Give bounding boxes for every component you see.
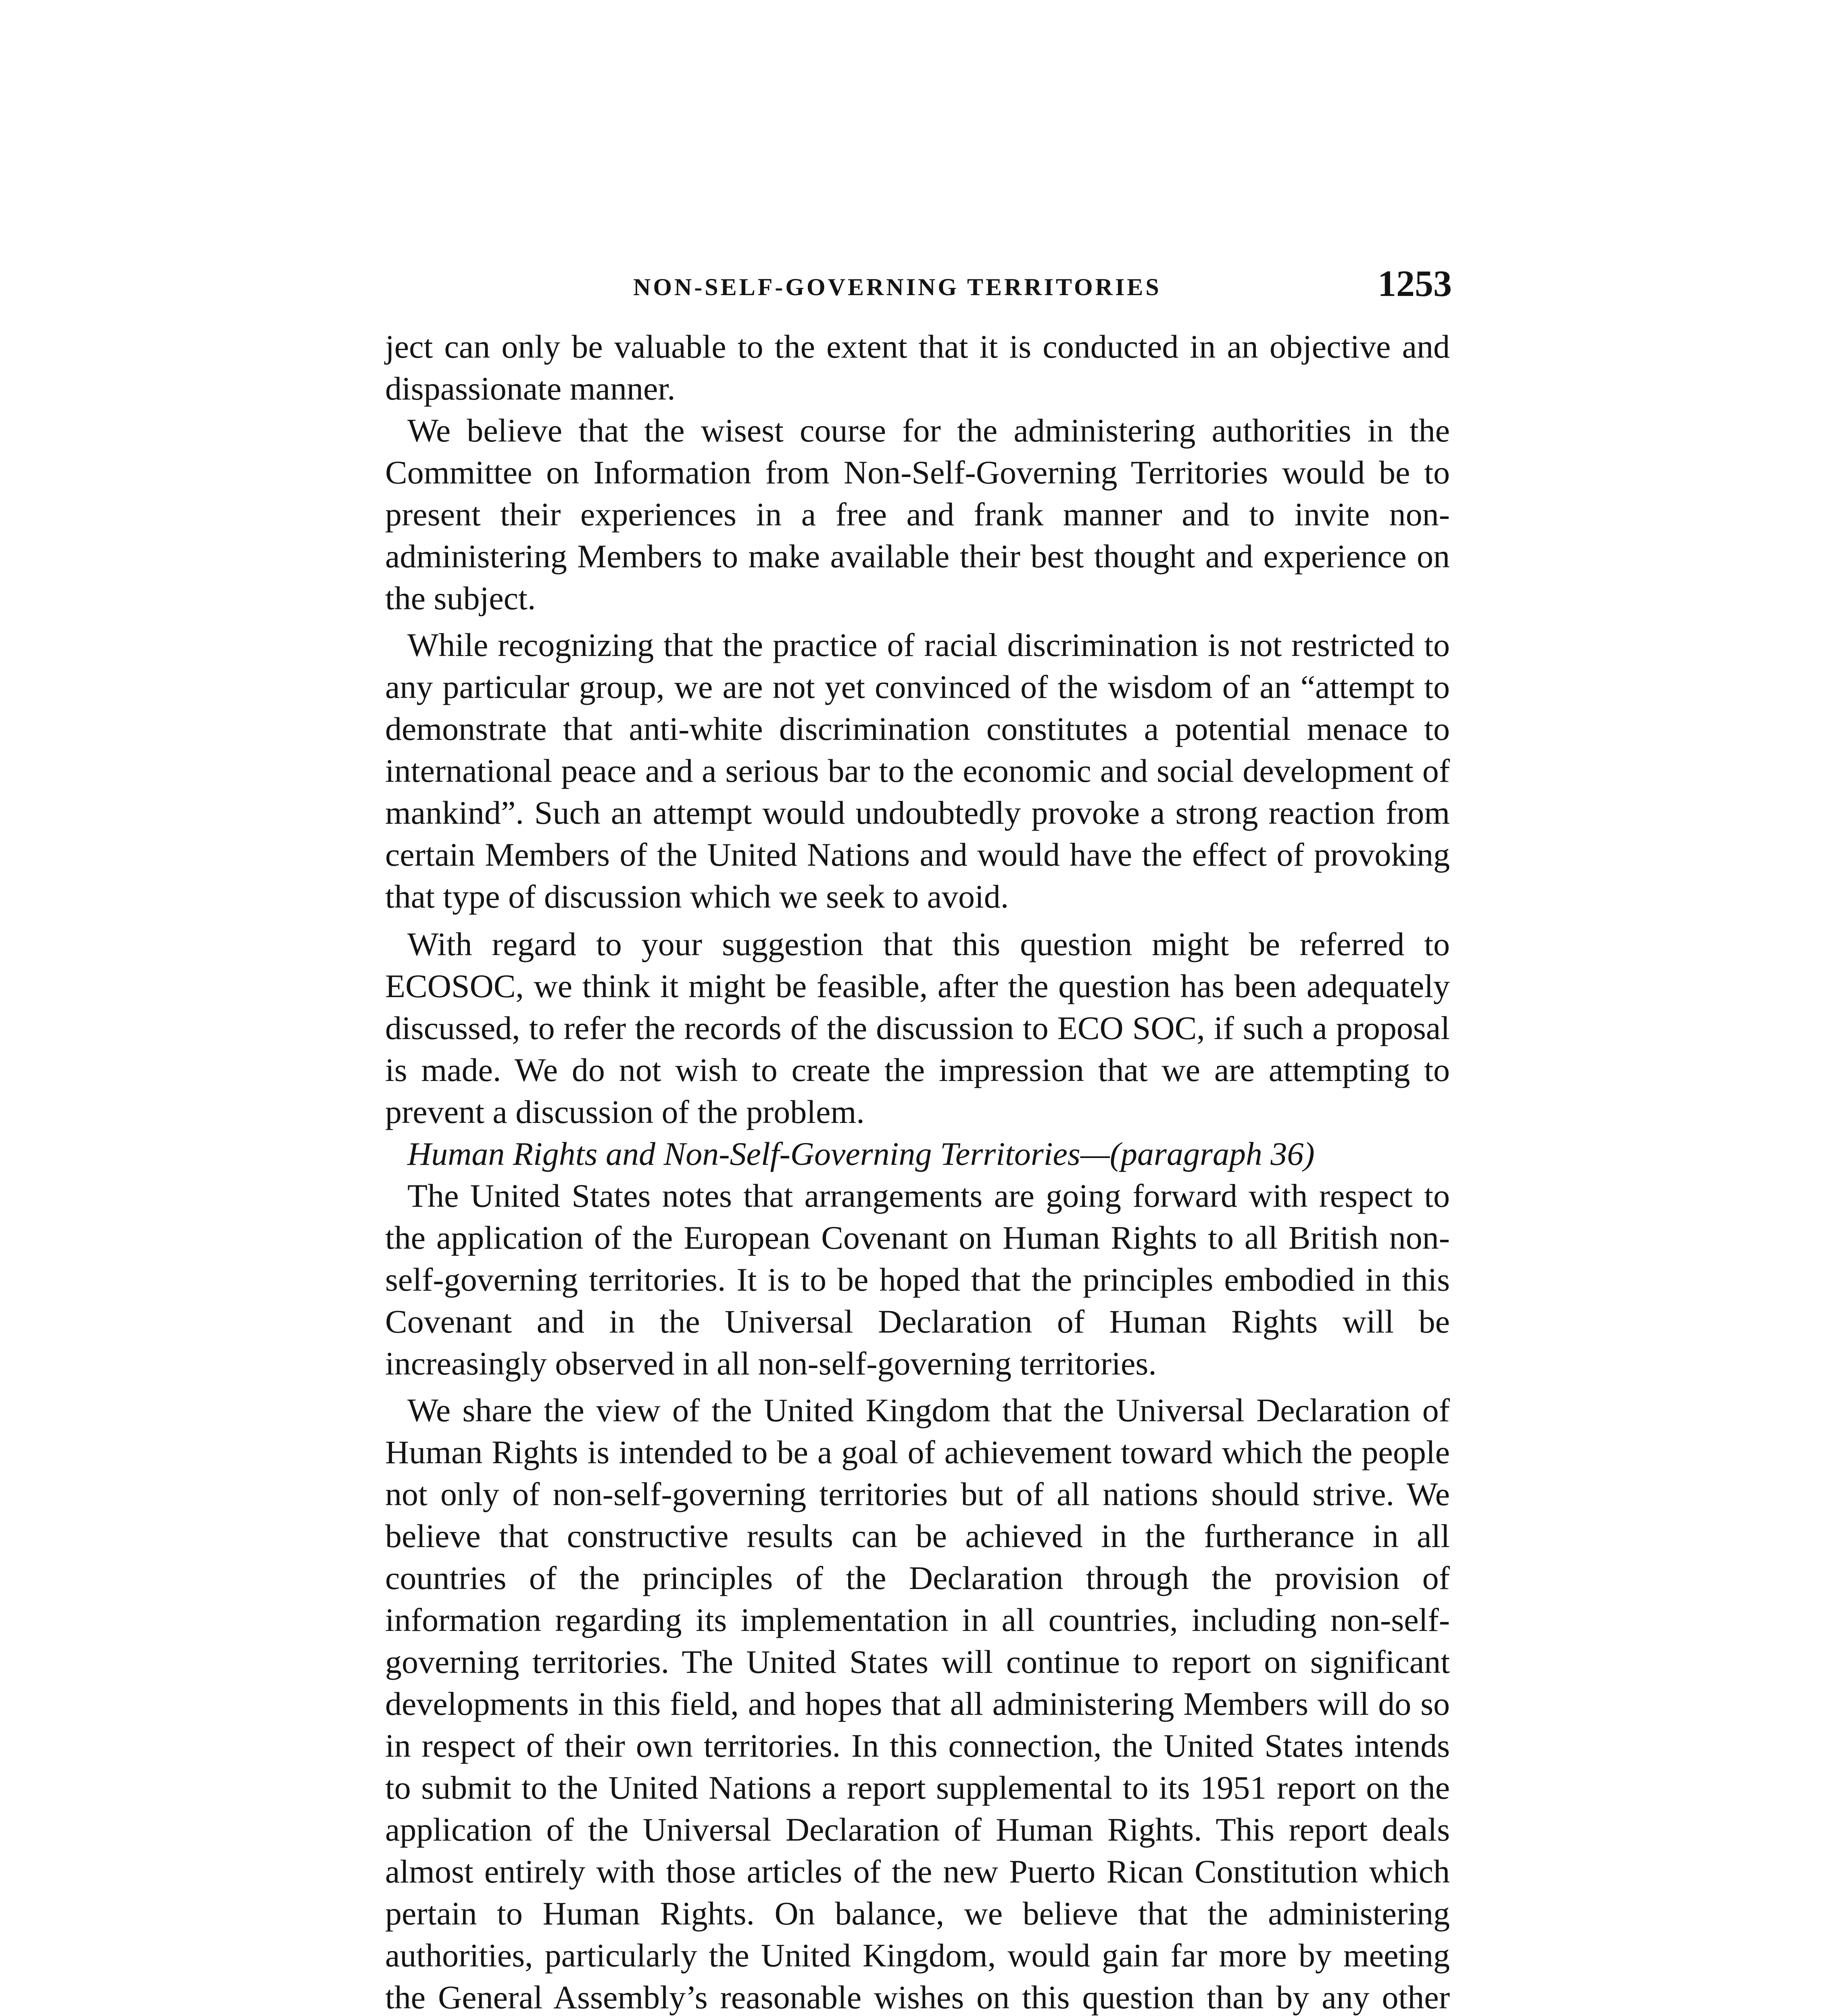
page-number: 1253 [1378, 263, 1452, 304]
paragraph-committee-information: We believe that the wisest course for the administering authorities in the Committee on Information from Non-Self-Governing Territories would be to present their experiences in a free and frank manner and to invite non-administering Members to make available their best thought and experience on the subject. [385, 412, 1450, 616]
running-head [383, 262, 1452, 314]
paragraph-universal-declaration: We share the view of the United Kingdom that the Universal Declaration of Human Rights is intended to be a goal of achievement toward which the people not only of non-self-governing territories but of all nations should strive. We believe that constructive results can be achieved in the furtherance in all countries of the principles of the Declaration through the provision of information regarding its implementation in all countries, including non-self-governing territories. The United States will continue to report on significant developments in this field, and hopes that all administering Members will do so in respect of their own territories. In this connection, the United States intends to submit to the United Nations a report supplemental to its 1951 report on the application of the Universal Declaration of Human Rights. This report deals almost entirely with those articles of the new Puerto Rican Constitution which pertain to Human Rights. On balance, we believe that the administering authorities, particularly the United Kingdom, would gain far more by meeting the General Assembly’s reasonable wishes on this question than by any other [385, 1392, 1450, 2016]
section-heading: Human Rights and Non-Self-Governing Territories—(paragraph 36) [407, 1135, 1315, 1172]
running-title: NON-SELF-GOVERNING TERRITORIES [633, 274, 1161, 300]
paragraph-ecosoc: With regard to your suggestion that this question might be referred to ECOSOC, we think it might be feasible, after the question has been adequately discussed, to refer the records of the discussion to ECO SOC, if such a proposal is made. We do not wish to create the impression that we are attempting to prevent a discussion of the problem. [385, 926, 1450, 1130]
paragraph-european-covenant: The United States notes that arrangements are going forward with respect to the application of the European Covenant on Human Rights to all British non-self-governing territories. It is to be hoped that the principles embodied in this Covenant and in the Universal Declaration of Human Rights will be increasingly observed in all non-self-governing territories. [385, 1177, 1450, 1382]
body-text [385, 326, 1450, 2016]
paragraph-continued: ject can only be valuable to the extent that it is conducted in an objective and dispassionate manner. [385, 328, 1450, 407]
paragraph-racial-discrimination: While recognizing that the practice of racial discrimination is not restricted to any particular group, we are not yet convinced of the wisdom of an “attempt to demonstrate that anti-white discrimination constitutes a potential menace to international peace and a serious bar to the economic and social development of mankind”. Such an attempt would undoubtedly provoke a strong reaction from certain Members of the United Nations and would have the effect of provoking that type of discussion which we seek to avoid. [385, 627, 1450, 915]
